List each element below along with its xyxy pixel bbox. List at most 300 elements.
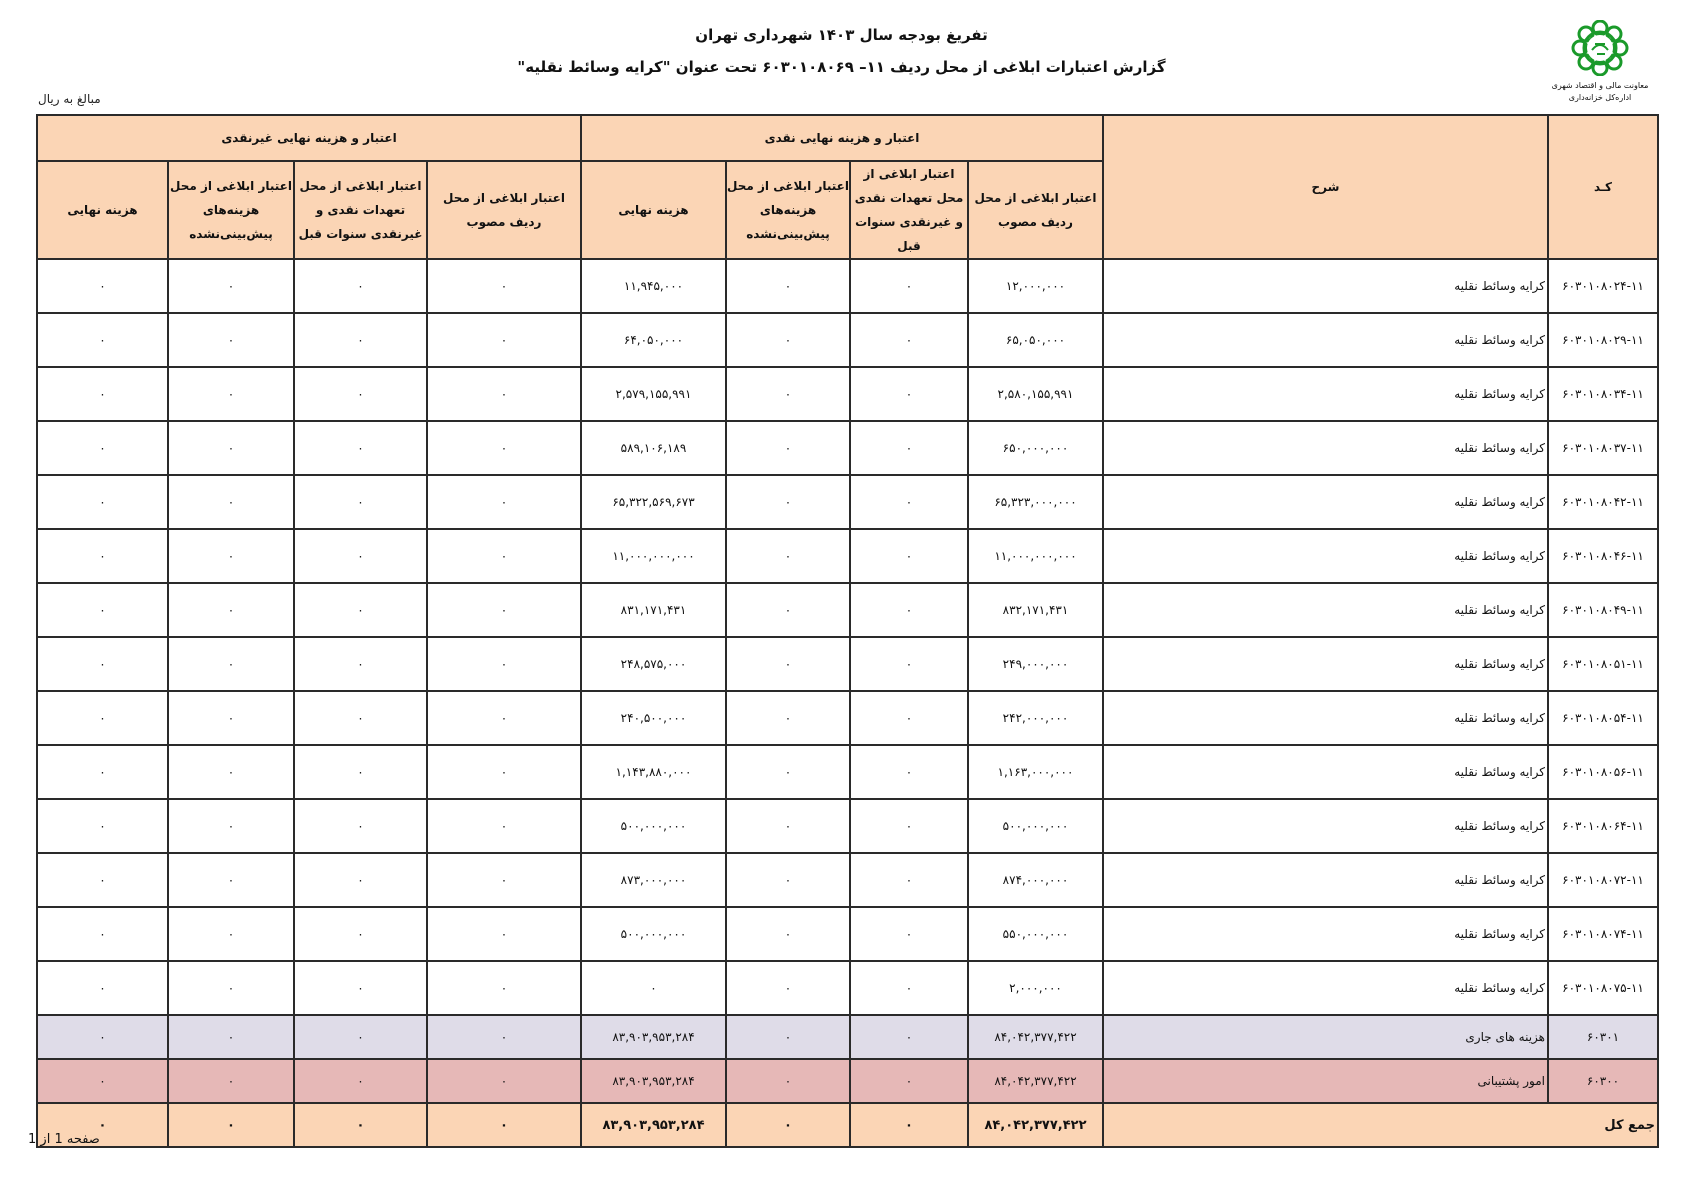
cell-noncash-prior-commitments [294, 745, 427, 799]
cell-description [1103, 1015, 1548, 1059]
cell-value: ۰ [99, 1074, 106, 1088]
cell-cash-unforeseen [726, 475, 850, 529]
cell-cash-approved [968, 637, 1103, 691]
cell-cash-prior-commitments [850, 421, 968, 475]
cell-noncash-final-expense [37, 907, 168, 961]
cell-value: ۰ [500, 657, 508, 671]
cell-cash-prior-commitments [850, 529, 968, 583]
cell-value: ۰ [227, 657, 235, 671]
cell-cash-final-expense [581, 799, 726, 853]
cell-noncash-unforeseen [168, 1103, 294, 1147]
group-header-cash: اعتبار و هزینه نهایی نقدی [581, 115, 1103, 161]
cell-value: هزینه های جاری [1465, 1030, 1545, 1044]
cell-noncash-final-expense [37, 1015, 168, 1059]
cell-cash-prior-commitments [850, 259, 968, 313]
cell-value: ۰ [905, 657, 913, 671]
cell-noncash-final-expense [37, 259, 168, 313]
cell-value: ۰ [99, 1030, 106, 1044]
table-row [37, 853, 1658, 907]
cell-cash-unforeseen [726, 853, 850, 907]
cell-value: ۰ [905, 711, 913, 725]
grand-total-label [1103, 1103, 1658, 1147]
cell-value: ۰ [905, 1030, 913, 1044]
cell-noncash-final-expense [37, 637, 168, 691]
cell-value: ۰ [99, 603, 106, 617]
cell-cash-approved [968, 367, 1103, 421]
cell-code [1548, 367, 1658, 421]
cell-description [1103, 799, 1548, 853]
cell-value: ۰ [500, 711, 508, 725]
cell-value: کرایه وسائط نقلیه [1454, 765, 1545, 779]
cell-value: کرایه وسائط نقلیه [1454, 441, 1545, 455]
cell-value: ۰ [227, 549, 235, 563]
cell-value: ۲۴۰,۵۰۰,۰۰۰ [620, 711, 687, 725]
cell-noncash-prior-commitments [294, 853, 427, 907]
cell-code [1548, 1059, 1658, 1103]
cell-noncash-final-expense [37, 799, 168, 853]
cell-cash-prior-commitments [850, 313, 968, 367]
cell-value: ۰ [98, 1117, 107, 1133]
cell-noncash-unforeseen [168, 1015, 294, 1059]
cell-value: ۰ [227, 1117, 235, 1133]
logo-line-2: اداره‌کل خزانه‌داری [1568, 93, 1632, 102]
cell-value: ۰ [357, 279, 364, 293]
cell-value: ۰ [227, 495, 235, 509]
cell-value: ۰ [905, 279, 913, 293]
cell-noncash-approved [427, 637, 581, 691]
cell-cash-final-expense [581, 259, 726, 313]
cell-value: ۰ [784, 333, 792, 347]
cell-value: ۰ [99, 927, 106, 941]
cell-noncash-final-expense [37, 961, 168, 1015]
cell-value: ۶۰۳۰۱۰۸۰۴۹-۱۱ [1562, 603, 1644, 617]
cell-value: ۰ [500, 387, 508, 401]
cell-cash-prior-commitments [850, 367, 968, 421]
column-header-noncash-prior-commitments: اعتبار ابلاغی از محل تعهدات نقدی و غیرنقدی سنوات قبل [294, 161, 427, 259]
cell-description [1103, 313, 1548, 367]
cell-description [1103, 853, 1548, 907]
cell-value: ۶۰۳۰۱۰۸۰۷۵-۱۱ [1562, 981, 1644, 995]
cell-noncash-approved [427, 475, 581, 529]
cell-noncash-unforeseen [168, 421, 294, 475]
cell-noncash-approved [427, 259, 581, 313]
cell-noncash-approved [427, 691, 581, 745]
cell-value: ۰ [784, 387, 792, 401]
cell-noncash-unforeseen [168, 745, 294, 799]
cell-value: ۰ [784, 873, 792, 887]
cell-value: ۸۴,۰۴۲,۳۷۷,۴۲۲ [994, 1074, 1077, 1088]
cell-noncash-approved [427, 1059, 581, 1103]
cell-value: ۶۰۳۰۱۰۸۰۴۶-۱۱ [1562, 549, 1644, 563]
cell-value: ۰ [357, 387, 364, 401]
cell-value: ۰ [227, 819, 235, 833]
cell-cash-approved [968, 691, 1103, 745]
cell-value: کرایه وسائط نقلیه [1454, 387, 1545, 401]
cell-value: ۰ [500, 765, 508, 779]
cell-value: ۰ [905, 441, 913, 455]
cell-value: ۶۵,۰۵۰,۰۰۰ [1005, 333, 1066, 347]
cell-noncash-prior-commitments [294, 1015, 427, 1059]
cell-cash-prior-commitments [850, 961, 968, 1015]
municipality-emblem-icon [1555, 20, 1645, 76]
cell-value: ۶۴,۰۵۰,۰۰۰ [623, 333, 684, 347]
cell-value: ۰ [227, 1074, 235, 1088]
cell-value: ۸۳,۹۰۳,۹۵۳,۲۸۴ [612, 1030, 695, 1044]
cell-value: ۶۰۳۰۱۰۸۰۶۴-۱۱ [1562, 819, 1644, 833]
cell-value: ۰ [356, 1117, 365, 1133]
cell-cash-approved [968, 259, 1103, 313]
cell-value: ۰ [784, 1074, 792, 1088]
cell-value: ۶۰۳۰۱۰۸۰۵۶-۱۱ [1562, 765, 1644, 779]
cell-cash-prior-commitments [850, 583, 968, 637]
cell-cash-unforeseen [726, 367, 850, 421]
cell-noncash-final-expense [37, 691, 168, 745]
column-header-cash-final-expense: هزینه نهایی [581, 161, 726, 259]
cell-value: ۰ [784, 549, 792, 563]
cell-value: ۵۰۰,۰۰۰,۰۰۰ [620, 819, 687, 833]
cell-value: ۶۰۳۰۱ [1586, 1030, 1620, 1044]
currency-unit-note: مبالغ به ریال [38, 92, 101, 106]
cell-value: ۰ [905, 495, 913, 509]
cell-cash-prior-commitments [850, 907, 968, 961]
sum2-row [37, 1059, 1658, 1103]
cell-noncash-unforeseen [168, 961, 294, 1015]
cell-code [1548, 259, 1658, 313]
cell-cash-prior-commitments [850, 1103, 968, 1147]
cell-noncash-unforeseen [168, 853, 294, 907]
cell-noncash-prior-commitments [294, 691, 427, 745]
cell-cash-unforeseen [726, 799, 850, 853]
cell-cash-unforeseen [726, 907, 850, 961]
cell-value: ۰ [784, 441, 792, 455]
cell-cash-prior-commitments [850, 799, 968, 853]
cell-cash-final-expense [581, 853, 726, 907]
cell-cash-approved [968, 853, 1103, 907]
cell-cash-prior-commitments [850, 853, 968, 907]
cell-value: ۰ [357, 603, 364, 617]
cell-noncash-prior-commitments [294, 799, 427, 853]
cell-value: کرایه وسائط نقلیه [1454, 549, 1545, 563]
cell-value: ۰ [905, 603, 913, 617]
cell-value: ۰ [227, 603, 235, 617]
cell-noncash-final-expense [37, 529, 168, 583]
cell-value: ۸۳,۹۰۳,۹۵۳,۲۸۴ [612, 1074, 695, 1088]
cell-code [1548, 313, 1658, 367]
cell-description [1103, 745, 1548, 799]
cell-value: ۰ [99, 711, 106, 725]
cell-noncash-prior-commitments [294, 421, 427, 475]
cell-value: امور پشتیبانی [1477, 1074, 1545, 1088]
cell-noncash-prior-commitments [294, 583, 427, 637]
cell-value: ۰ [357, 981, 364, 995]
table-row [37, 907, 1658, 961]
cell-cash-final-expense [581, 1015, 726, 1059]
cell-noncash-prior-commitments [294, 907, 427, 961]
report-title: تفریغ بودجه سال ۱۴۰۳ شهرداری تهران [695, 26, 988, 44]
cell-noncash-prior-commitments [294, 637, 427, 691]
cell-code [1548, 745, 1658, 799]
cell-noncash-unforeseen [168, 583, 294, 637]
cell-value: ۰ [99, 333, 106, 347]
cell-cash-approved [968, 1015, 1103, 1059]
cell-value: ۶۰۳۰۱۰۸۰۵۱-۱۱ [1562, 657, 1644, 671]
cell-code [1548, 907, 1658, 961]
cell-noncash-final-expense [37, 583, 168, 637]
cell-code [1548, 529, 1658, 583]
cell-noncash-unforeseen [168, 475, 294, 529]
cell-value: ۶۰۳۰۱۰۸۰۷۴-۱۱ [1562, 927, 1644, 941]
cell-cash-approved [968, 421, 1103, 475]
cell-noncash-unforeseen [168, 799, 294, 853]
cell-noncash-unforeseen [168, 313, 294, 367]
cell-value: ۰ [905, 981, 913, 995]
budget-table [36, 114, 1659, 1148]
cell-value: ۱۲,۰۰۰,۰۰۰ [1005, 279, 1066, 293]
cell-value: ۱۱,۹۴۵,۰۰۰ [623, 279, 684, 293]
cell-value: ۰ [905, 873, 913, 887]
cell-value: ۰ [227, 333, 235, 347]
cell-noncash-approved [427, 961, 581, 1015]
cell-cash-approved [968, 961, 1103, 1015]
cell-noncash-prior-commitments [294, 313, 427, 367]
cell-noncash-final-expense [37, 1059, 168, 1103]
column-header-noncash-approved: اعتبار ابلاغی از محل ردیف مصوب [427, 161, 581, 259]
cell-noncash-prior-commitments [294, 1059, 427, 1103]
cell-value: کرایه وسائط نقلیه [1454, 819, 1545, 833]
cell-cash-approved [968, 1103, 1103, 1147]
cell-value: ۰ [227, 927, 235, 941]
cell-value: ۰ [500, 1117, 508, 1133]
cell-description [1103, 421, 1548, 475]
cell-value: کرایه وسائط نقلیه [1454, 333, 1545, 347]
cell-value: ۰ [357, 819, 364, 833]
cell-noncash-approved [427, 313, 581, 367]
cell-code [1548, 853, 1658, 907]
cell-cash-approved [968, 907, 1103, 961]
cell-cash-final-expense [581, 313, 726, 367]
cell-value: کرایه وسائط نقلیه [1454, 279, 1545, 293]
cell-value: ۰ [905, 549, 913, 563]
column-header-description: شرح [1103, 115, 1548, 259]
cell-value: ۰ [357, 927, 364, 941]
cell-cash-unforeseen [726, 313, 850, 367]
cell-cash-unforeseen [726, 691, 850, 745]
cell-value: ۰ [500, 279, 508, 293]
cell-value: ۶۰۳۰۱۰۸۰۲۹-۱۱ [1562, 333, 1644, 347]
cell-code [1548, 691, 1658, 745]
cell-noncash-prior-commitments [294, 529, 427, 583]
cell-value: ۶۰۳۰۱۰۸۰۳۷-۱۱ [1562, 441, 1644, 455]
cell-value: کرایه وسائط نقلیه [1454, 603, 1545, 617]
cell-value: ۵۵۰,۰۰۰,۰۰۰ [1002, 927, 1069, 941]
cell-value: ۰ [357, 1030, 364, 1044]
cell-value: ۰ [500, 1030, 508, 1044]
cell-value: ۰ [357, 657, 364, 671]
table-row [37, 367, 1658, 421]
cell-cash-final-expense [581, 421, 726, 475]
cell-description [1103, 259, 1548, 313]
table-row [37, 637, 1658, 691]
cell-value: ۰ [905, 927, 913, 941]
cell-value: ۰ [500, 333, 508, 347]
tehran-municipality-logo [1540, 20, 1660, 104]
cell-cash-final-expense [581, 583, 726, 637]
cell-value: ۸۴,۰۴۲,۳۷۷,۴۲۲ [984, 1117, 1087, 1133]
cell-value: ۰ [650, 981, 657, 995]
cell-description [1103, 583, 1548, 637]
cell-value: ۸۷۳,۰۰۰,۰۰۰ [620, 873, 687, 887]
cell-code [1548, 637, 1658, 691]
cell-value: کرایه وسائط نقلیه [1454, 927, 1545, 941]
cell-noncash-final-expense [37, 853, 168, 907]
cell-value: ۱۱,۰۰۰,۰۰۰,۰۰۰ [612, 549, 695, 563]
cell-noncash-prior-commitments [294, 259, 427, 313]
cell-value: ۰ [357, 765, 364, 779]
cell-value: ۶۵,۳۲۲,۵۶۹,۶۷۳ [612, 495, 695, 509]
cell-cash-approved [968, 529, 1103, 583]
cell-description [1103, 961, 1548, 1015]
cell-value: ۰ [227, 441, 235, 455]
cell-value: ۵۰۰,۰۰۰,۰۰۰ [1002, 819, 1069, 833]
cell-cash-prior-commitments [850, 637, 968, 691]
cell-value: ۶۰۳۰۱۰۸۰۷۲-۱۱ [1562, 873, 1644, 887]
cell-value: ۲,۵۸۰,۱۵۵,۹۹۱ [997, 387, 1074, 401]
cell-value: ۸۴,۰۴۲,۳۷۷,۴۲۲ [994, 1030, 1077, 1044]
table-row [37, 475, 1658, 529]
cell-code [1548, 961, 1658, 1015]
cell-value: ۰ [784, 819, 792, 833]
cell-value: ۰ [99, 387, 106, 401]
cell-noncash-unforeseen [168, 637, 294, 691]
cell-code [1548, 1015, 1658, 1059]
cell-noncash-approved [427, 529, 581, 583]
cell-value: ۰ [784, 495, 792, 509]
cell-cash-final-expense [581, 475, 726, 529]
cell-noncash-unforeseen [168, 691, 294, 745]
cell-cash-approved [968, 475, 1103, 529]
cell-code [1548, 421, 1658, 475]
cell-value: ۲۴۹,۰۰۰,۰۰۰ [1002, 657, 1069, 671]
table-row [37, 745, 1658, 799]
cell-cash-unforeseen [726, 529, 850, 583]
cell-value: ۰ [905, 819, 913, 833]
cell-cash-approved [968, 745, 1103, 799]
cell-value: ۰ [99, 549, 106, 563]
cell-noncash-approved [427, 1015, 581, 1059]
cell-value: ۵۰۰,۰۰۰,۰۰۰ [620, 927, 687, 941]
column-header-noncash-unforeseen: اعتبار ابلاغی از محل هزینه‌های پیش‌بینی‌نشده [168, 161, 294, 259]
cell-value: ۰ [500, 873, 508, 887]
cell-code [1548, 799, 1658, 853]
cell-value: ۰ [905, 333, 913, 347]
page-number: صفحه 1 از 1 [28, 1132, 100, 1147]
cell-value: ۰ [357, 549, 364, 563]
cell-description [1103, 907, 1548, 961]
cell-value: کرایه وسائط نقلیه [1454, 657, 1545, 671]
cell-value: جمع کل [1604, 1117, 1655, 1133]
cell-cash-final-expense [581, 961, 726, 1015]
cell-description [1103, 637, 1548, 691]
cell-value: ۰ [357, 711, 364, 725]
cell-cash-unforeseen [726, 259, 850, 313]
cell-value: ۵۸۹,۱۰۶,۱۸۹ [620, 441, 687, 455]
cell-noncash-final-expense [37, 313, 168, 367]
cell-value: ۰ [99, 441, 106, 455]
cell-value: ۸۳۱,۱۷۱,۴۳۱ [620, 603, 687, 617]
cell-noncash-final-expense [37, 367, 168, 421]
cell-value: ۰ [99, 981, 106, 995]
table-row [37, 691, 1658, 745]
cell-noncash-unforeseen [168, 259, 294, 313]
cell-cash-final-expense [581, 907, 726, 961]
cell-cash-final-expense [581, 637, 726, 691]
cell-value: ۰ [227, 711, 235, 725]
cell-value: ۶۰۳۰۱۰۸۰۳۴-۱۱ [1562, 387, 1644, 401]
cell-cash-unforeseen [726, 1015, 850, 1059]
cell-cash-final-expense [581, 691, 726, 745]
cell-code [1548, 475, 1658, 529]
cell-value: ۶۰۳۰۱۰۸۰۵۴-۱۱ [1562, 711, 1644, 725]
cell-description [1103, 1059, 1548, 1103]
cell-value: ۰ [905, 1117, 913, 1133]
cell-cash-prior-commitments [850, 475, 968, 529]
cell-value: ۶۵,۳۲۳,۰۰۰,۰۰۰ [994, 495, 1077, 509]
cell-cash-unforeseen [726, 961, 850, 1015]
cell-noncash-unforeseen [168, 367, 294, 421]
cell-value: ۰ [227, 873, 235, 887]
cell-value: ۰ [784, 279, 792, 293]
cell-cash-final-expense [581, 529, 726, 583]
column-header-cash-unforeseen: اعتبار ابلاغی از محل هزینه‌های پیش‌بینی‌نشده [726, 161, 850, 259]
cell-noncash-prior-commitments [294, 961, 427, 1015]
cell-cash-prior-commitments [850, 1059, 968, 1103]
cell-noncash-approved [427, 853, 581, 907]
sum1-row [37, 1015, 1658, 1059]
cell-value: ۰ [500, 441, 508, 455]
cell-value: ۰ [227, 1030, 235, 1044]
cell-value: ۰ [357, 441, 364, 455]
cell-value: ۰ [99, 765, 106, 779]
logo-line-1: معاونت مالی و اقتصاد شهری [1551, 81, 1649, 90]
cell-value: ۰ [99, 279, 106, 293]
cell-noncash-approved [427, 745, 581, 799]
cell-value: ۸۷۴,۰۰۰,۰۰۰ [1002, 873, 1069, 887]
table-row [37, 529, 1658, 583]
cell-noncash-prior-commitments [294, 1103, 427, 1147]
cell-cash-unforeseen [726, 583, 850, 637]
cell-noncash-approved [427, 583, 581, 637]
cell-value: ۸۳۲,۱۷۱,۴۳۱ [1002, 603, 1069, 617]
cell-cash-prior-commitments [850, 1015, 968, 1059]
cell-value: ۶۵۰,۰۰۰,۰۰۰ [1002, 441, 1069, 455]
cell-description [1103, 475, 1548, 529]
cell-value: ۶۰۳۰۰ [1586, 1074, 1620, 1088]
cell-value: ۶۰۳۰۱۰۸۰۲۴-۱۱ [1562, 279, 1644, 293]
table-row [37, 259, 1658, 313]
cell-value: ۰ [227, 387, 235, 401]
cell-noncash-final-expense [37, 421, 168, 475]
table-row [37, 583, 1658, 637]
cell-value: ۰ [500, 549, 508, 563]
cell-value: ۰ [784, 657, 792, 671]
cell-value: ۰ [227, 981, 235, 995]
cell-noncash-unforeseen [168, 529, 294, 583]
cell-value: ۰ [500, 927, 508, 941]
cell-noncash-final-expense [37, 745, 168, 799]
cell-value: ۰ [784, 1030, 792, 1044]
column-header-code: کـد [1548, 115, 1658, 259]
cell-cash-approved [968, 1059, 1103, 1103]
